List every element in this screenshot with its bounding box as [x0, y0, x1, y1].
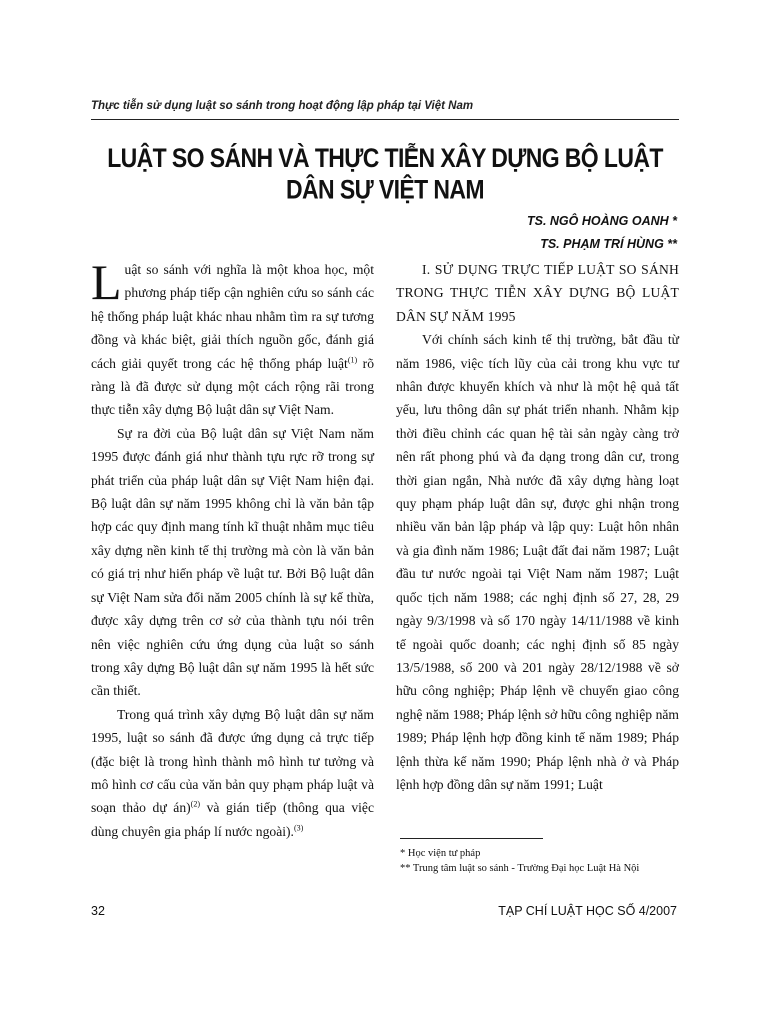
footnote-rule — [400, 838, 543, 839]
paragraph-3 — [91, 703, 374, 843]
section-paragraph-1: Với chính sách kinh tế thị trường, bắt đầu từ năm 1986, việc tích lũy của cải trong khu vực tư nhân được khuyến khích và như là một hệ quả tất yếu, lưu thông dân sự phát triển nhanh. Nhằm kịp thời điều chỉnh các quan hệ tài sản ngày càng trở nên rất phong phú và đa dạng trong dân cư, trong thời gian ngắn, Nhà nước đã xây dựng hàng loạt quy phạm pháp luật dân sự, được ghi nhận trong nhiều văn bản lập pháp và lập quy: Luật hôn nhân và gia đình năm 1986; Luật đất đai năm 1987; Luật đầu tư nước ngoài tại Việt Nam năm 1987; Luật quốc tịch năm 1988; các nghị định số 27, 28, 29 ngày 9/3/1998 và số 170 ngày 14/11/1988 về kinh tế ngoài quốc doanh; các nghị định số 85 ngày 13/5/1988, số 200 và 201 ngày 28/12/1988 về sở hữu công nghiệp; Pháp lệnh về chuyển giao công nghệ năm 1988; Pháp lệnh sở hữu công nghiệp năm 1989; Pháp lệnh hợp đồng kinh tế năm 1989; Pháp lệnh thừa kế năm 1990; Pháp lệnh nhà ở và Pháp lệnh hợp đồng dân sự năm 1991; Luật — [396, 332, 679, 792]
author-2: TS. PHẠM TRÍ HÙNG ** — [540, 237, 677, 251]
journal-name: TẠP CHÍ LUẬT HỌC SỐ 4/2007 — [498, 904, 677, 918]
paragraph-2: Sự ra đời của Bộ luật dân sự Việt Nam năm 1995 được đánh giá như thành tựu rực rỡ trong sự phát triển của pháp luật dân sự Việt Nam hiện đại. Bộ luật dân sự năm 1995 không chỉ là văn bản tập hợp các quy định mang tính kĩ thuật nhằm mục tiêu xây dựng nền kinh tế thị trường mà còn là văn bản có giá trị như hiến pháp về luật tư. Bởi Bộ luật dân sự Việt Nam sửa đổi năm 2005 chính là sự kế thừa, được xây dựng trên cơ sở của thành tựu nói trên nên việc nghiên cứu ứng dụng của luật so sánh trong xây dựng Bộ luật dân sự năm 1995 là hết sức cần thiết. — [91, 425, 374, 699]
footnote-ref-1: (1) — [347, 355, 358, 365]
header-rule — [91, 119, 679, 120]
footnote-ref-2: (2) — [190, 799, 200, 809]
section-heading: I. SỬ DỤNG TRỰC TIẾP LUẬT SO SÁNH TRONG THỰC TIỄN XÂY DỰNG BỘ LUẬT DÂN SỰ NĂM 1995 — [396, 262, 679, 324]
left-column — [91, 254, 374, 843]
drop-cap: L — [91, 254, 122, 310]
article-title: LUẬT SO SÁNH VÀ THỰC TIỄN XÂY DỰNG BỘ LUẬT DÂN SỰ VIỆT NAM — [107, 142, 663, 205]
footnote-1: * Học viện tư pháp — [400, 848, 481, 859]
footnote-ref-3: (3) — [293, 823, 304, 833]
authors — [527, 210, 677, 256]
paragraph-1 — [91, 254, 374, 422]
paragraph-3-text-a: Trong quá trình xây dựng Bộ luật dân sự năm 1995, luật so sánh đã được ứng dụng cả trực tiếp (đặc biệt là trong hình thành mô hình tư tưởng và mô hình cơ cấu của văn bản quy phạm pháp luật và soạn thảo dự án) — [91, 706, 374, 816]
footnotes — [400, 846, 639, 876]
page-number: 32 — [91, 904, 105, 918]
running-header: Thực tiễn sử dụng luật so sánh trong hoạt động lập pháp tại Việt Nam — [91, 100, 474, 112]
paragraph-3-text-b: và gián tiếp (thông qua việc dùng chuyên gia pháp lí nước ngoài). — [91, 800, 374, 839]
right-column — [396, 258, 679, 796]
author-1: TS. NGÔ HOÀNG OANH * — [526, 214, 677, 228]
footnote-2: ** Trung tâm luật so sánh - Trường Đại học Luật Hà Nội — [400, 863, 640, 874]
paragraph-1-text-b: rõ ràng là đã được sử dụng một cách rộng rãi trong thực tiễn xây dựng Bộ luật dân sự Việt Nam. — [91, 355, 374, 418]
paragraph-1-text-a: uật so sánh với nghĩa là một khoa học, một phương pháp tiếp cận nghiên cứu so sánh các hệ thống pháp luật khác nhau nhằm tìm ra sự tương đồng và khác biệt, giải thích nguồn gốc, đánh giá cách giải quyết trong các hệ thống pháp luật — [91, 262, 374, 371]
